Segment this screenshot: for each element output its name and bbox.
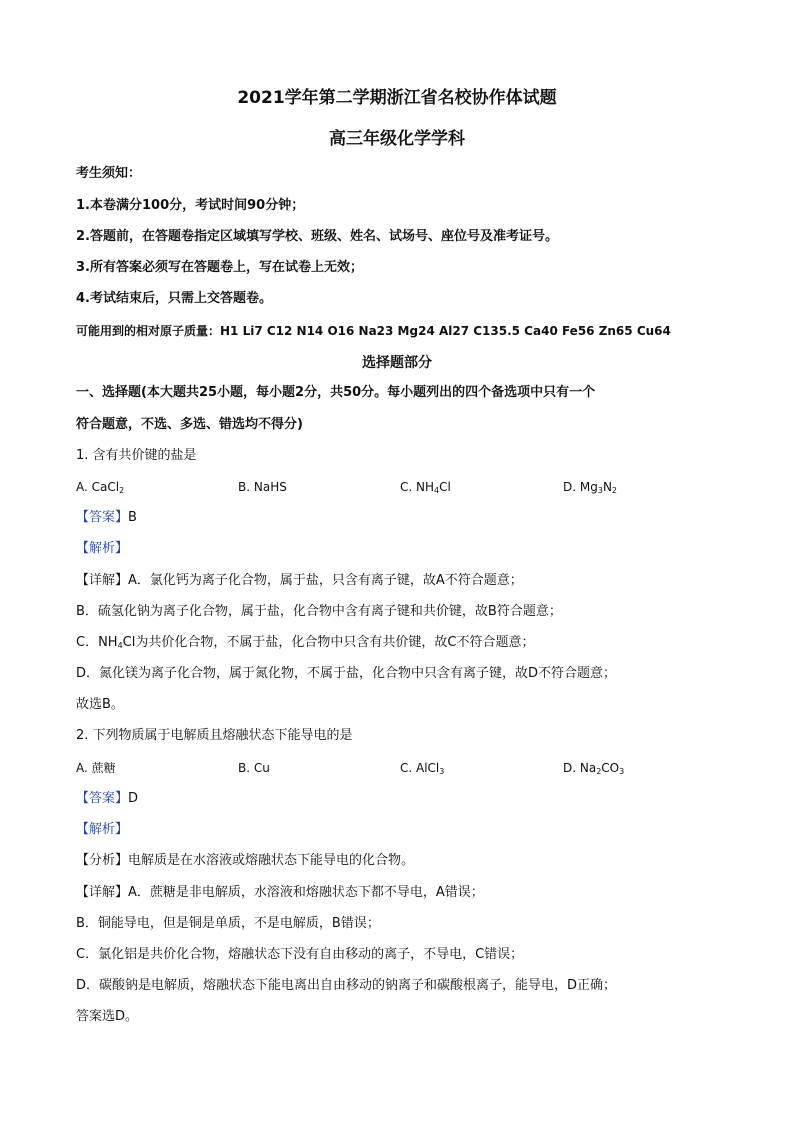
- q2-option-d: D. $Na_2CO_3$: [563, 761, 625, 776]
- q1-detail-a: 【详解】A．氯化钙为离子化合物，属于盐，只含有离子键，故A不符合题意；: [76, 573, 523, 588]
- q1-option-c: C. $NH_4Cl$: [400, 480, 451, 495]
- notice-item-2: 2.答题前，在答题卷指定区域填写学校、班级、姓名、试场号、座位号及准考证号。: [76, 229, 558, 244]
- section-title: 选择题部分: [362, 355, 432, 371]
- q2-conclusion: 答案选D。: [76, 1009, 139, 1024]
- q2-option-a: A. 蔗糖: [76, 761, 116, 775]
- q2-detail-b: B．铜能导电，但是铜是单质，不是电解质，B错误；: [76, 916, 380, 931]
- q2-analysis-label: 【解析】: [76, 822, 129, 837]
- q1-option-a: A. CaCl$_2$: [76, 480, 125, 495]
- q2-option-c: C. AlCl$_3$: [400, 761, 445, 776]
- notice-heading: 考生须知：: [76, 166, 142, 181]
- q1-detail-c: C．$NH_4Cl$为共价化合物，不属于盐，化合物中只含有共价键，故C不符合题意；: [76, 635, 535, 650]
- q1-analysis-label: 【解析】: [76, 541, 129, 556]
- q1-detail-d: D．氮化镁为离子化合物，属于氮化物，不属于盐，化合物中只含有离子键，故D不符合题意；: [76, 666, 617, 681]
- q2-answer: 【答案】D: [76, 791, 139, 806]
- q2-stem: 2. 下列物质属于电解质且熔融状态下能导电的是: [76, 728, 353, 743]
- q1-option-d: D. $Mg_3N_2$: [563, 480, 618, 495]
- notice-item-3: 3.所有答案必须写在答题卷上，写在试卷上无效；: [76, 260, 363, 275]
- q1-stem: 1. 含有共价键的盐是: [76, 448, 197, 463]
- q2-detail-a: 【详解】A．蔗糖是非电解质，水溶液和熔融状态下都不导电，A错误；: [76, 885, 484, 900]
- q2-detail-c: C．氯化铝是共价化合物，熔融状态下没有自由移动的离子，不导电，C错误；: [76, 947, 524, 962]
- instructions-line-1: 一、选择题(本大题共25小题，每小题2分，共50分。每小题列出的四个备选项中只有一个: [76, 385, 596, 400]
- exam-subtitle: 高三年级化学学科: [329, 129, 465, 149]
- exam-title: 2021学年第二学期浙江省名校协作体试题: [237, 88, 557, 108]
- notice-item-1: 1.本卷满分100分，考试时间90分钟；: [76, 198, 305, 213]
- q1-detail-b: B．硫氢化钠为离子化合物，属于盐，化合物中含有离子键和共价键，故B符合题意；: [76, 604, 562, 619]
- q2-detail-d: D．碳酸钠是电解质，熔融状态下能电离出自由移动的钠离子和碳酸根离子，能导电，D正确；: [76, 978, 617, 993]
- notice-item-4: 4.考试结束后，只需上交答题卷。: [76, 291, 272, 306]
- q2-fenxi: 【分析】电解质是在水溶液或熔融状态下能导电的化合物。: [76, 853, 415, 868]
- q1-option-b: B. NaHS: [238, 480, 287, 494]
- q1-answer: 【答案】B: [76, 510, 137, 525]
- q1-conclusion: 故选B。: [76, 697, 124, 712]
- q2-option-b: B. Cu: [238, 761, 270, 775]
- atomic-masses: 可能用到的相对原子质量：H1 Li7 C12 N14 O16 Na23 Mg24 Al27 C135.5 Ca40 Fe56 Zn65 Cu64: [76, 324, 671, 338]
- instructions-line-2: 符合题意，不选、多选、错选均不得分): [76, 417, 303, 432]
